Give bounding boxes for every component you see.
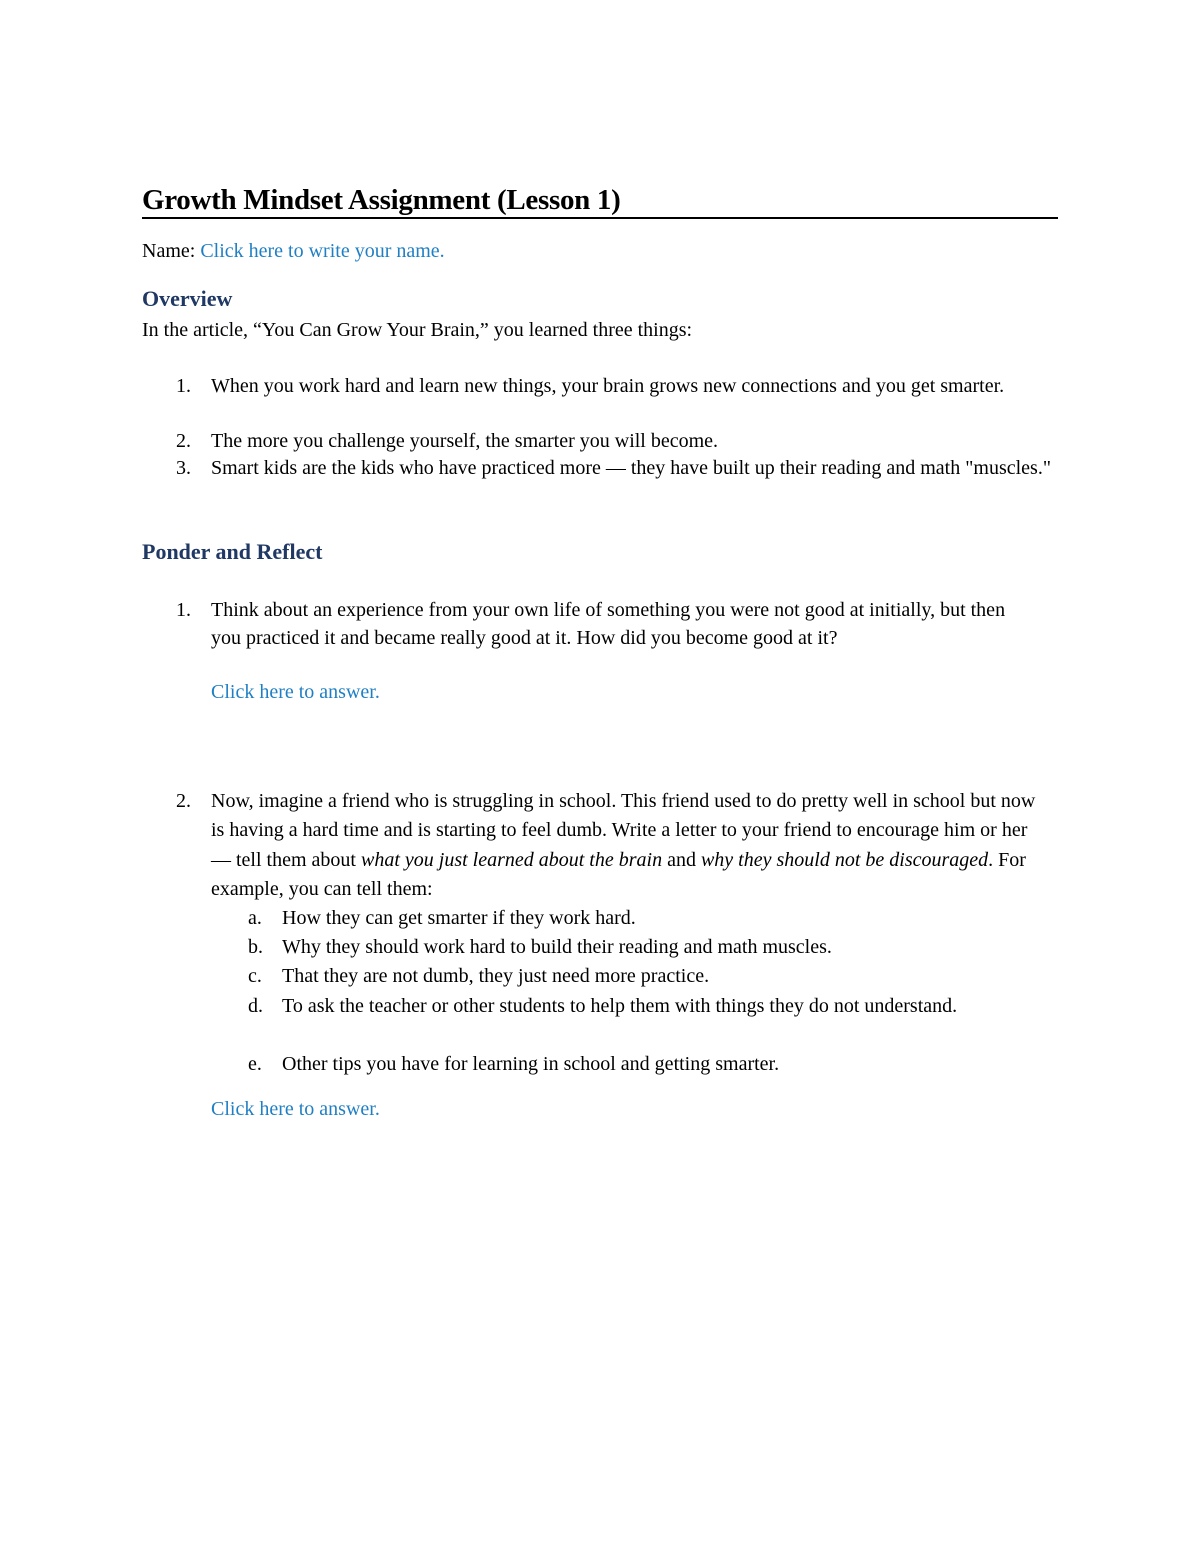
sub-item-a-text: How they can get smarter if they work hard. bbox=[282, 907, 636, 929]
question-1-number: 1. bbox=[176, 599, 191, 621]
name-row bbox=[142, 238, 445, 264]
sub-item-d-text: To ask the teacher or other students to help them with things they do not understand. bbox=[282, 995, 958, 1017]
overview-intro: In the article, “You Can Grow Your Brain,” you learned three things: bbox=[142, 319, 693, 341]
overview-item-3-number: 3. bbox=[176, 457, 191, 479]
question-1-answer-field[interactable]: Click here to answer. bbox=[211, 681, 380, 703]
sub-item-b-text: Why they should work hard to build their reading and math muscles. bbox=[282, 936, 832, 958]
overview-item-2-text: The more you challenge yourself, the smarter you will become. bbox=[211, 430, 719, 452]
name-label: Name: bbox=[142, 240, 196, 262]
question-2-text bbox=[211, 787, 1046, 904]
question-2-emphasis-brain: what you just learned about the brain bbox=[360, 848, 663, 871]
question-2-number: 2. bbox=[176, 790, 191, 812]
question-2-text-mid: and bbox=[662, 848, 701, 871]
ponder-heading: Ponder and Reflect bbox=[142, 539, 323, 564]
question-1-text: Think about an experience from your own life of something you were not good at initially, but then you practiced it and became really good at it. How did you become good at it? bbox=[211, 599, 1006, 649]
name-input-field[interactable]: Click here to write your name. bbox=[200, 240, 445, 262]
sub-item-e-text: Other tips you have for learning in school and getting smarter. bbox=[282, 1053, 780, 1075]
page-title: Growth Mindset Assignment (Lesson 1) bbox=[142, 183, 1058, 219]
sub-item-e-letter: e. bbox=[248, 1053, 262, 1075]
overview-heading: Overview bbox=[142, 286, 233, 311]
sub-item-d-letter: d. bbox=[248, 995, 263, 1017]
overview-item-3-text: Smart kids are the kids who have practiced more — they have built up their reading and math "muscles." bbox=[211, 457, 1051, 479]
sub-item-c-letter: c. bbox=[248, 965, 262, 987]
question-2-emphasis-discouraged: why they should not be discouraged bbox=[700, 848, 989, 871]
sub-item-a-letter: a. bbox=[248, 907, 262, 929]
overview-item-2-number: 2. bbox=[176, 430, 191, 452]
sub-item-b-letter: b. bbox=[248, 936, 263, 958]
question-2-text-before: Now, imagine a friend who is struggling in school. This friend used to do pretty well in school but now is having a hard time and is starting to feel dumb. Write a letter to your friend to encourage him or her — tell them about bbox=[211, 790, 1036, 871]
overview-item-1-number: 1. bbox=[176, 375, 191, 397]
sub-item-c-text: That they are not dumb, they just need more practice. bbox=[282, 965, 710, 987]
question-2-answer-field[interactable]: Click here to answer. bbox=[211, 1098, 380, 1120]
overview-item-1-text: When you work hard and learn new things, your brain grows new connections and you get smarter. bbox=[211, 375, 1005, 397]
question-2-text-after: . For example, you can tell them: bbox=[211, 848, 1026, 900]
